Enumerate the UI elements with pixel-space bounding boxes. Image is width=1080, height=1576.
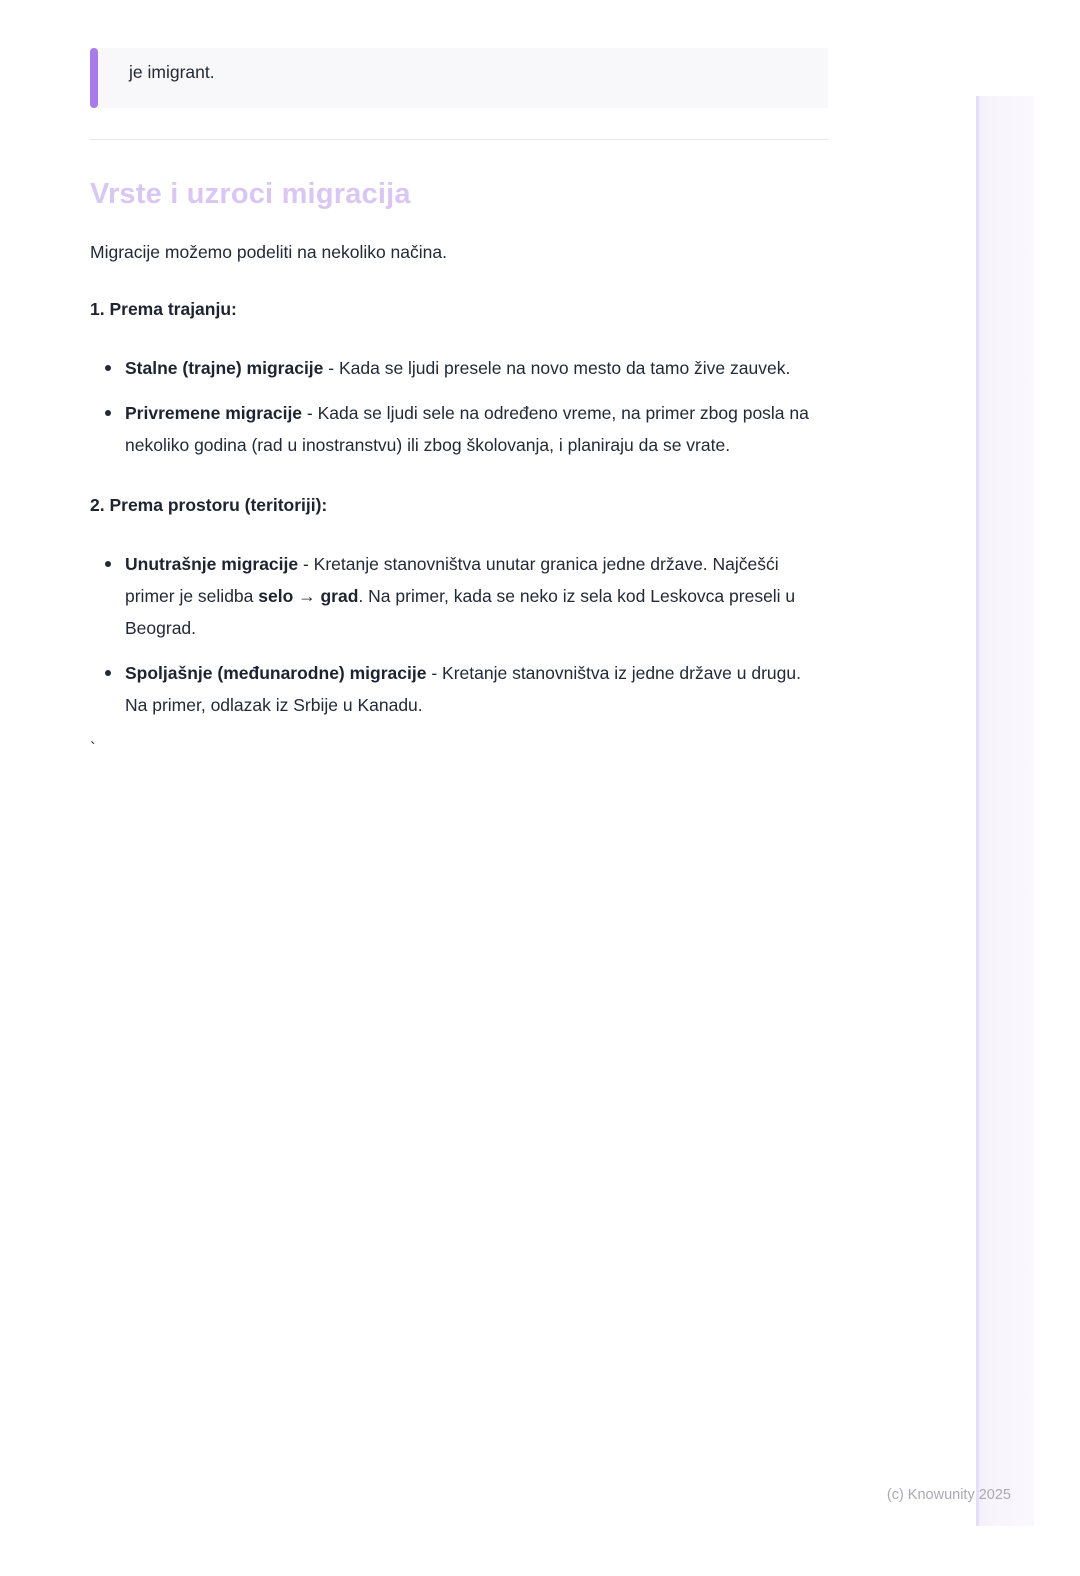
list-item-spoljasnje-migracije <box>90 657 828 721</box>
intro-paragraph: Migracije možemo podeliti na nekoliko načina. <box>90 242 447 262</box>
document-content <box>90 48 828 759</box>
list-item-inline-bold: selo → grad <box>258 586 359 606</box>
list-item-description: . Na primer, kada se neko iz sela kod Leskovca preseli u Beograd. <box>125 586 796 638</box>
list-item-term: Stalne (trajne) migracije <box>125 358 324 378</box>
stray-backtick-char: ` <box>90 739 96 758</box>
callout-text: je imigrant. <box>129 62 215 82</box>
list-item-unutrasnje-migracije <box>90 548 828 644</box>
section-2-list <box>90 548 828 721</box>
copyright-footer: (c) Knowunity 2025 <box>886 1487 1011 1503</box>
section-1-list <box>90 352 828 461</box>
list-item-stalne-migracije <box>90 352 828 384</box>
list-item-term: Spoljašnje (međunarodne) migracije <box>125 663 427 683</box>
list-item-description: - Kada se ljudi presele na novo mesto da tamo žive zauvek. <box>323 358 791 378</box>
callout-accent-bar <box>90 48 98 108</box>
bullet-icon <box>105 561 111 567</box>
list-item-description: - Kretanje stanovništva unutar granica jedne države. Najčešći primer je selidba <box>125 554 779 606</box>
list-item-term: Unutrašnje migracije <box>125 554 299 574</box>
bullet-icon <box>105 670 111 676</box>
section-divider <box>90 139 828 140</box>
bullet-icon <box>105 410 111 416</box>
page-title: Vrste i uzroci migracija <box>90 178 411 210</box>
bullet-icon <box>105 365 111 371</box>
page-edge-strip <box>976 96 1034 1526</box>
callout-quote <box>90 48 828 108</box>
section-2-title: 2. Prema prostoru (teritoriji): <box>90 495 328 515</box>
list-item-term: Privremene migracije <box>125 403 303 423</box>
list-item-description: - Kada se ljudi sele na određeno vreme, na primer zbog posla na nekoliko godina (rad u inostranstvu) ili zbog školovanja, i planiraju da se vrate. <box>125 403 809 455</box>
list-item-privremene-migracije <box>90 397 828 461</box>
list-item-description: - Kretanje stanovništva iz jedne države u drugu. Na primer, odlazak iz Srbije u Kanadu. <box>125 663 801 715</box>
section-1-title: 1. Prema trajanju: <box>90 299 237 319</box>
